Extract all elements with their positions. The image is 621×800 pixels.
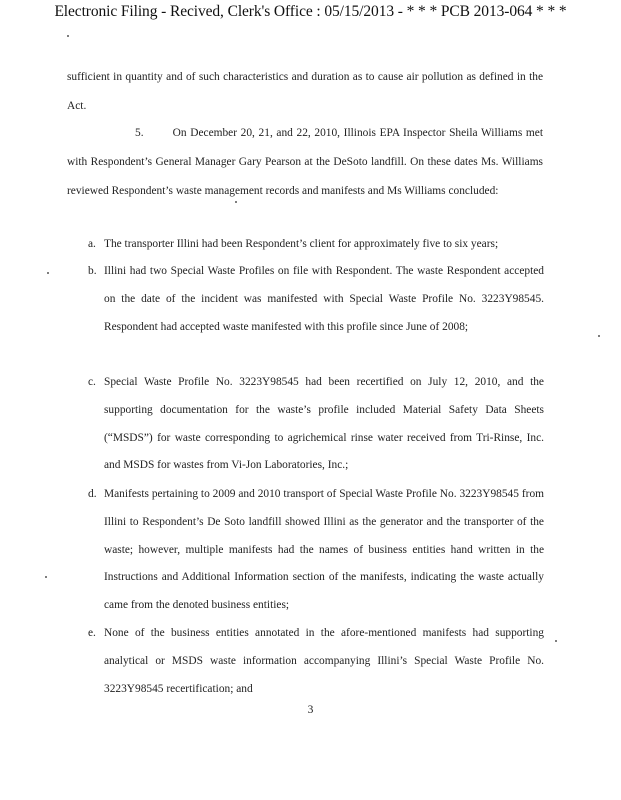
list-item-c — [68, 369, 544, 480]
list-item-a-marker: a. — [88, 238, 96, 250]
paragraph-5-text: On December 20, 21, and 22, 2010, Illinois EPA Inspector Sheila Williams met with Respondent’s General Manager Gary Pearson at the DeSoto landfill. On these dates Ms. Williams reviewed Respondent’s waste management records and manifests and Ms Williams concluded: — [67, 127, 544, 197]
scan-speck — [67, 35, 69, 37]
list-item-d-text: Manifests pertaining to 2009 and 2010 transport of Special Waste Profile No. 3223Y98545 from Illini to Respondent’s De Soto landfill showed Illini as the generator and the transporter of the waste; however, multiple manifests had the names of business entities hand written in the Instructions and Additional Information section of the manifests, indicating the waste actually came from the denoted business entities; — [104, 488, 544, 612]
list-item-e — [68, 620, 544, 703]
list-item-a-text: The transporter Illini had been Respondent’s client for approximately five to six years; — [104, 238, 499, 250]
list-item-b — [68, 258, 544, 341]
list-item-a — [68, 231, 544, 259]
paragraph-5 — [67, 119, 543, 205]
list-item-b-text: Illini had two Special Waste Profiles on file with Respondent. The waste Respondent accepted on the date of the incident was manifested with Special Waste Profile No. 3223Y98545. Respondent had accepted waste manifested with this profile since June of 2008; — [104, 265, 544, 333]
page-number: 3 — [307, 704, 314, 716]
list-item-c-marker: c. — [88, 376, 96, 388]
list-item-d-marker: d. — [88, 488, 97, 500]
list-item-c-text: Special Waste Profile No. 3223Y98545 had been recertified on July 12, 2010, and the supporting documentation for the waste’s profile included Material Safety Data Sheets (“MSDS”) for waste corresponding to agrichemical rinse water received from Tri-Rinse, Inc. and MSDS for wastes from Vi-Jon Laboratories, Inc.; — [104, 376, 544, 472]
scan-speck — [47, 272, 49, 274]
paragraph-5-number: 5. — [135, 127, 144, 139]
scan-speck — [598, 335, 600, 337]
list-item-e-text: None of the business entities annotated in the afore-mentioned manifests had supporting analytical or MSDS waste information accompanying Illini’s Special Waste Profile No. 3223Y98545 recertification; and — [104, 627, 544, 695]
scan-speck — [555, 640, 557, 642]
scan-speck — [45, 576, 47, 578]
list-item-e-marker: e. — [88, 627, 96, 639]
list-item-d — [68, 481, 544, 620]
scan-speck — [235, 201, 237, 203]
list-item-b-marker: b. — [88, 265, 97, 277]
filing-stamp-header: Electronic Filing - Recived, Clerk's Office : 05/15/2013 - * * * PCB 2013-064 * * * — [54, 3, 567, 20]
continuation-paragraph: sufficient in quantity and of such characteristics and duration as to cause air pollution as defined in the Act. — [67, 71, 543, 112]
